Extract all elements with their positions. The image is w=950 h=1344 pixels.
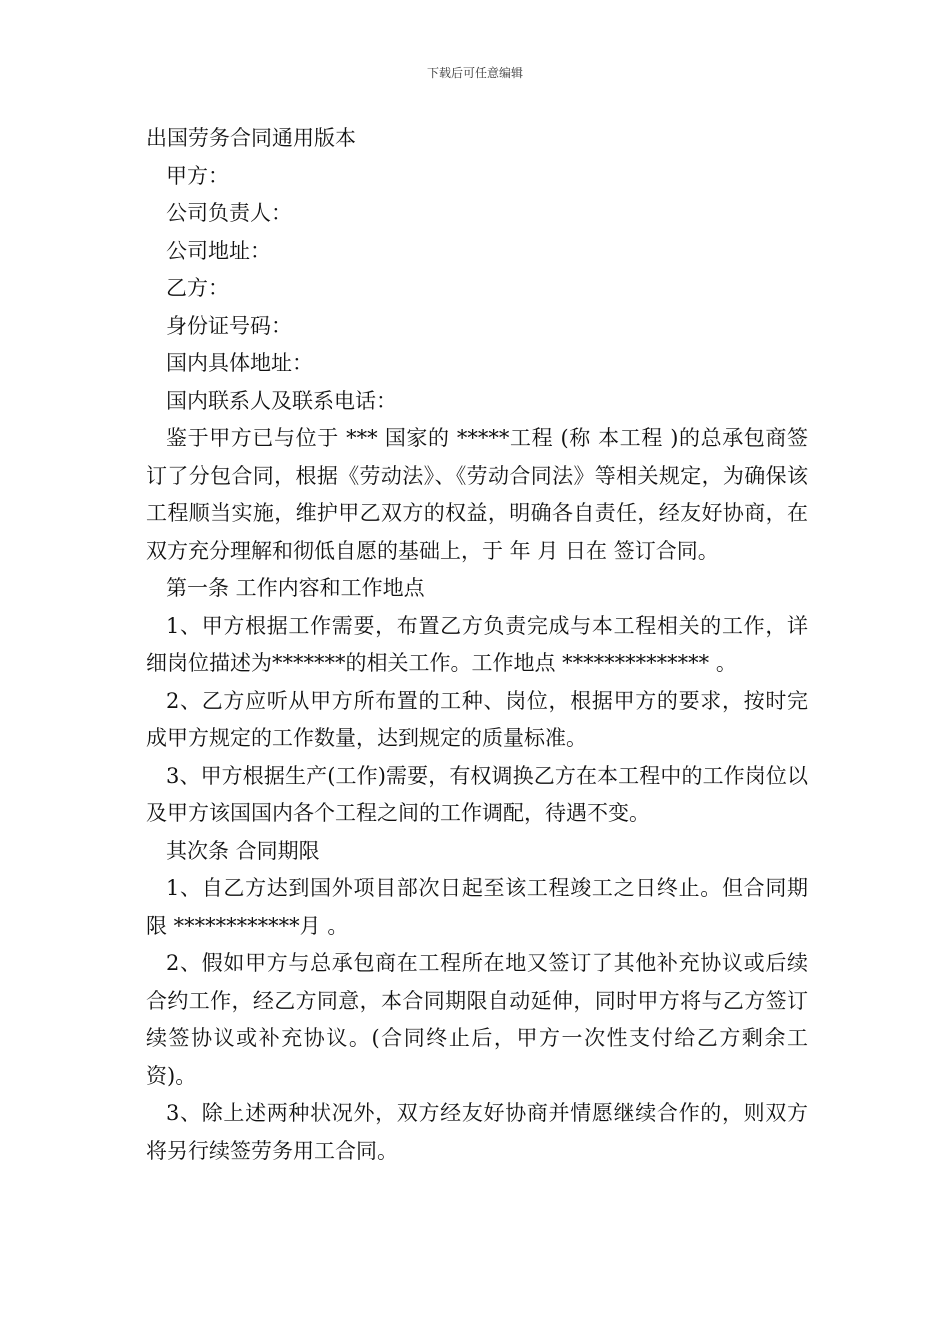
article-2-item-3: 3、除上述两种状况外，双方经友好协商并情愿继续合作的，则双方将另行续签劳务用工合同。: [146, 1101, 808, 1163]
field-company-address: 公司地址：: [166, 238, 271, 263]
field-id-number: 身份证号码：: [166, 313, 292, 338]
field-party-b: 乙方：: [166, 276, 229, 300]
article-2-item-1: 1、自乙方达到国外项目部次日起至该工程竣工之日终止。但合同期限 ************月 。: [146, 876, 808, 938]
preamble-paragraph: 鉴于甲方已与位于 *** 国家的 *****工程 (称 本工程 )的总承包商签订了分包合同，根据《劳动法》、《劳动合同法》等相关规定，为确保该工程顺当实施，维护甲乙双方的权益，明确各自责任，经友好协商，在双方充分理解和彻低自愿的基础上，于 年 月 日在 签订合同。: [146, 426, 808, 563]
article-1-item-3: 3、甲方根据生产(工作)需要，有权调换乙方在本工程中的工作岗位以及甲方该国国内各个工程之间的工作调配，待遇不变。: [146, 763, 808, 825]
field-domestic-address: 国内具体地址：: [166, 351, 313, 375]
document-body: [146, 120, 808, 1170]
article-1-item-2: 2、乙方应听从甲方所布置的工种、岗位，根据甲方的要求，按时完成甲方规定的工作数量，达到规定的质量标准。: [146, 688, 808, 750]
document-title: 出国劳务合同通用版本: [146, 126, 356, 150]
field-company-representative: 公司负责人：: [166, 201, 292, 225]
article-2-item-2: 2、假如甲方与总承包商在工程所在地又签订了其他补充协议或后续合约工作，经乙方同意，本合同期限自动延伸，同时甲方将与乙方签订续签协议或补充协议。(合同终止后，甲方一次性支付给乙方剩余工资)。: [146, 951, 808, 1088]
article-2-heading: 其次条 合同期限: [166, 838, 320, 863]
field-domestic-contact: 国内联系人及联系电话：: [166, 388, 397, 413]
page-header-note: 下载后可任意编辑: [426, 66, 523, 80]
field-party-a: 甲方：: [166, 163, 229, 188]
article-1-heading: 第一条 工作内容和工作地点: [166, 576, 425, 600]
article-1-item-1: 1、甲方根据工作需要，布置乙方负责完成与本工程相关的工作，详细岗位描述为*******的相关工作。工作地点 ************** 。: [146, 613, 808, 675]
